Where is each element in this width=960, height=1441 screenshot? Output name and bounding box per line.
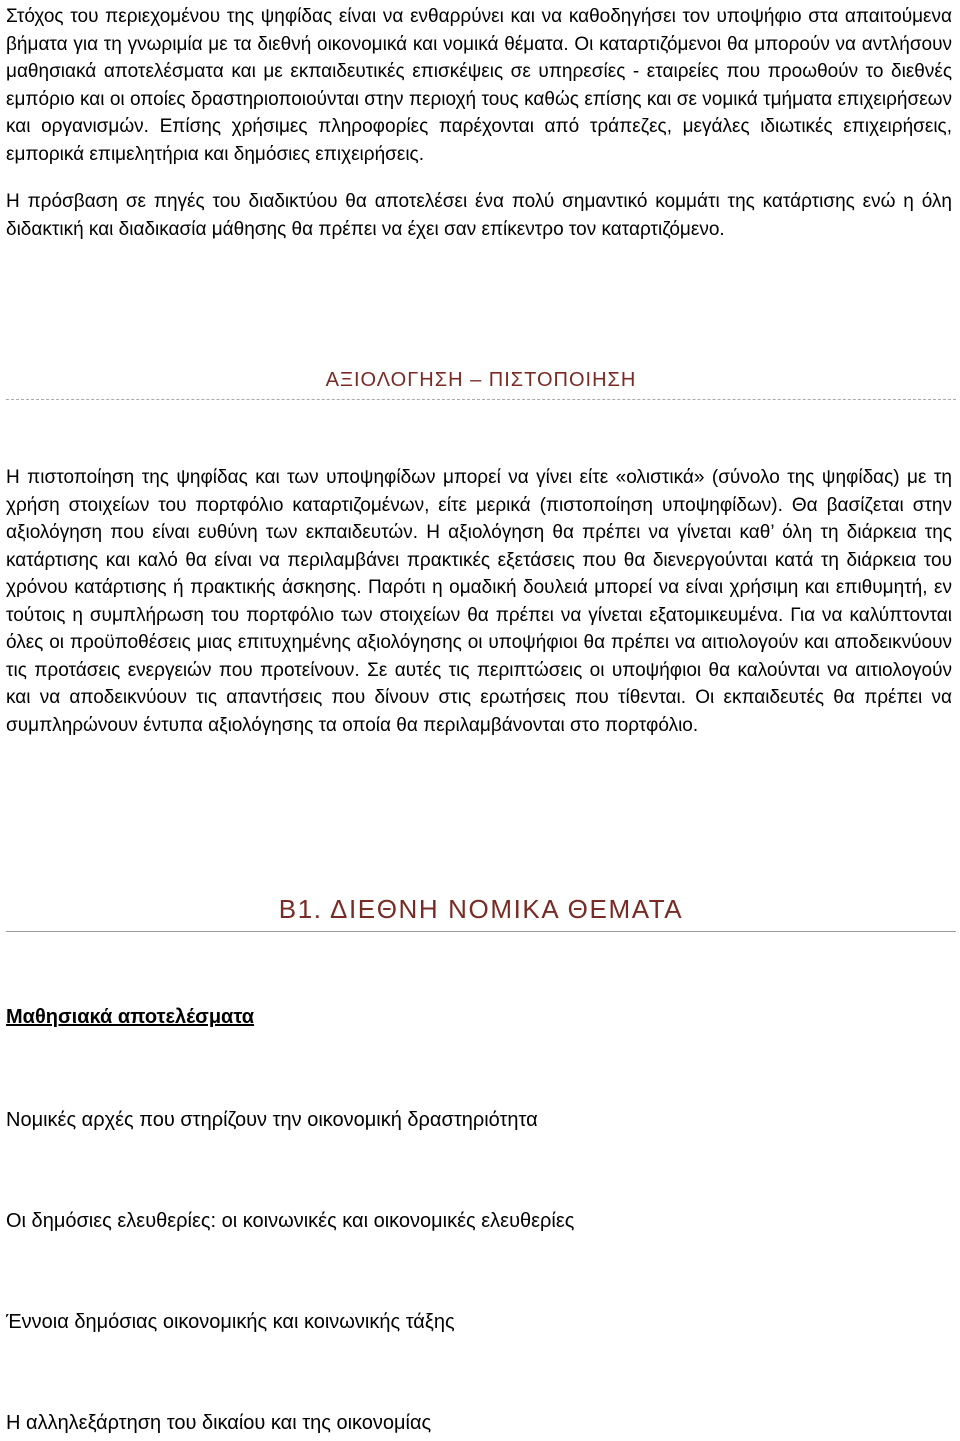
- learning-outcome-item: Νομικές αρχές που στηρίζουν την οικονομική δραστηριότητα: [6, 1109, 538, 1131]
- intro-paragraph-1: Στόχος του περιεχομένου της ψηφίδας είναι να ενθαρρύνει και να καθοδηγήσει τον υποψήφιο στα απαιτούμενα βήματα για τη γνωριμία με τα διεθνή οικονομικά και νομικά θέματα. Οι καταρτιζόμενοι θα μπορούν να αντλήσουν μαθησιακά αποτελέσματα και με εκπαιδευτικές επισκέψεις σε υπηρεσίες - εταιρείες που προωθούν το διεθνές εμπόριο και οι οποίες δραστηριοποιούνται στην περιοχή τους καθώς επίσης και σε νομικά τμήματα επιχειρήσεων και οργανισμών. Επίσης χρήσιμες πληροφορίες παρέχονται από τράπεζες, μεγάλες ιδιωτικές επιχειρήσεις, εμπορικά επιμελητήρια και δημόσιες επιχειρήσεις.: [6, 6, 952, 165]
- document-page: [6, 0, 952, 1434]
- learning-outcome-item: Έννοια δημόσιας οικονομικής και κοινωνικής τάξης: [6, 1311, 455, 1333]
- learning-outcome-item: Οι δημόσιες ελευθερίες: οι κοινωνικές και οικονομικές ελευθερίες: [6, 1210, 575, 1232]
- learning-outcome-item: Η αλληλεξάρτηση του δικαίου και της οικονομίας: [6, 1412, 432, 1434]
- evaluation-heading-text: ΑΞΙΟΛΟΓΗΣΗ – ΠΙΣΤΟΠΟΙΗΣΗ: [325, 369, 637, 391]
- evaluation-paragraph: Η πιστοποίηση της ψηφίδας και των υποψηφίδων μπορεί να γίνει είτε «ολιστικά» (σύνολο της ψηφίδας) με τη χρήση στοιχείων του πορτφόλιο καταρτιζομένων, είτε μερικά (πιστοποίηση υποψηφίδων). Θα βασίζεται στην αξιολόγηση που είναι ευθύνη των εκπαιδευτών. Η αξιολόγηση θα πρέπει να γίνεται καθ’ όλη τη διάρκεια της κατάρτισης και καλό θα είναι να περιλαμβάνει πρακτικές εξετάσεις που θα διενεργούνται κατά τη διάρκεια του χρόνου κατάρτισης ή πρακτικής άσκησης. Παρότι η ομαδική δουλειά μπορεί να είναι χρήσιμη και επιθυμητή, εν τούτοις η συμπλήρωση του πορτφόλιο των στοιχείων θα πρέπει να γίνεται εξατομικευμένα. Για να καλύπτονται όλες οι προϋποθέσεις μιας επιτυχημένης αξιολόγησης οι υποψήφιοι θα πρέπει να αιτιολογούν και αποδεικνύουν τις προτάσεις ενεργειών που προτείνουν. Σε αυτές τις περιπτώσεις οι υποψήφιοι θα καλούνται να αιτιολογούν και να αποδεικνύουν τις απαντήσεις που δίνουν στις ερωτήσεις που τίθενται. Οι εκπαιδευτές θα πρέπει να συμπληρώνουν έντυπα αξιολόγησης τα οποία θα περιλαμβάνονται στο πορτφόλιο.: [6, 467, 952, 736]
- section-b1-heading: [6, 894, 956, 932]
- intro-paragraph-2: Η πρόσβαση σε πηγές του διαδικτύου θα αποτελέσει ένα πολύ σημαντικό κομμάτι της κατάρτισης ενώ η όλη διδακτική και διαδικασία μάθησης θα πρέπει να έχει σαν επίκεντρο τον καταρτιζόμενο.: [6, 191, 952, 240]
- evaluation-heading: [6, 369, 956, 400]
- learning-outcomes-title: Μαθησιακά αποτελέσματα: [6, 1006, 255, 1028]
- section-b1-heading-text: Β1. ΔΙΕΘΝΗ ΝΟΜΙΚΑ ΘΕΜΑΤΑ: [278, 894, 684, 924]
